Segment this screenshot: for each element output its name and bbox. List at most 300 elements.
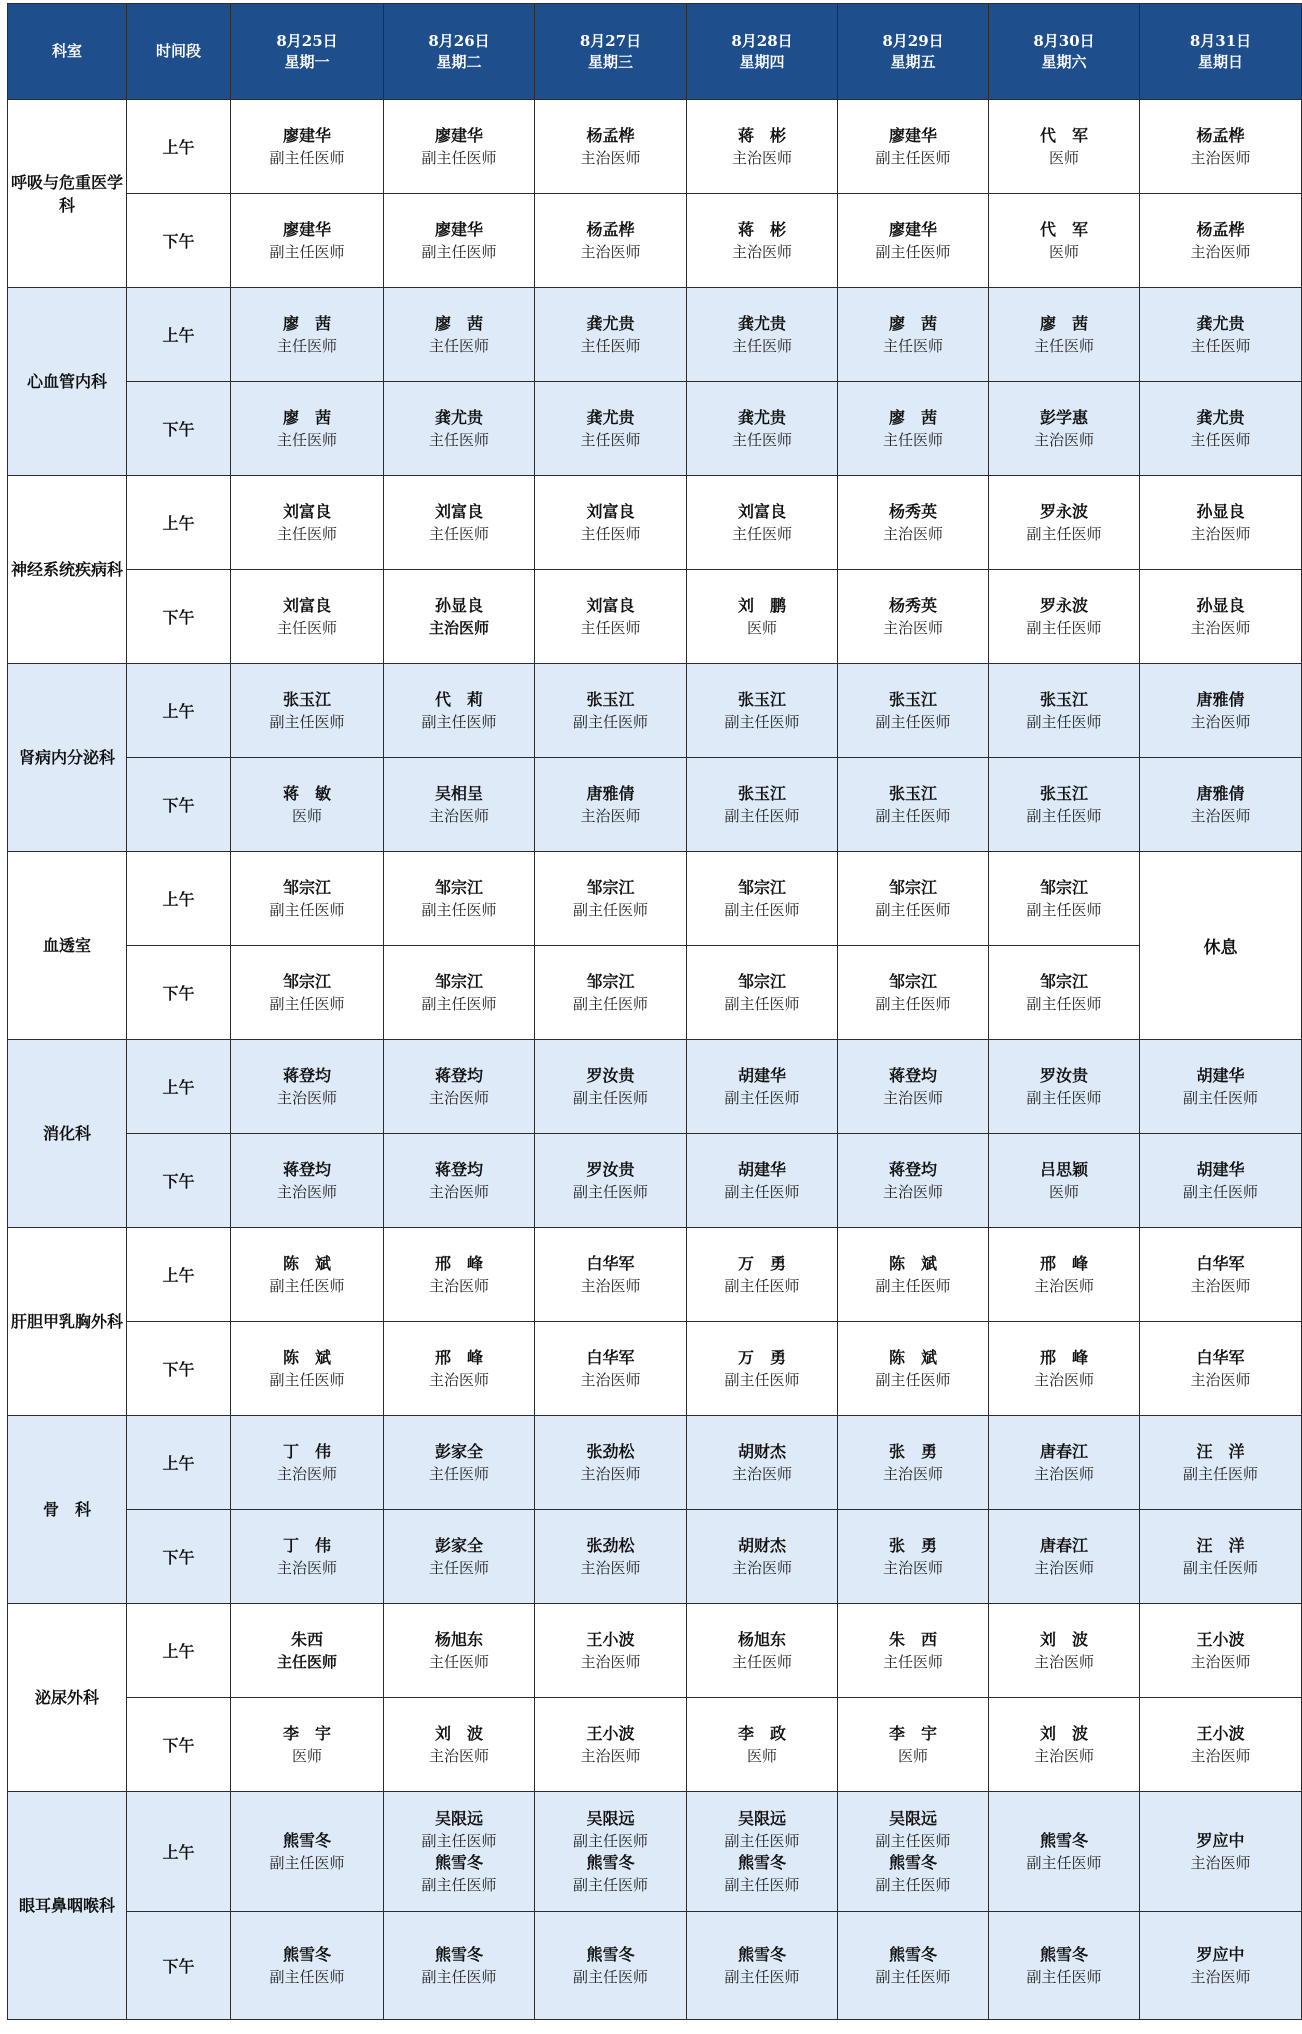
doctor-name: 张 勇 [888,1535,937,1555]
period-cell: 下午 [127,570,231,664]
doctor-entry [231,1944,383,1988]
dept-cell: 心血管内科 [8,288,127,476]
doctor-name: 杨孟桦 [1196,125,1245,145]
doctor-entry [384,1808,534,1852]
doctor-title: 主治医师 [276,1182,337,1201]
duty-cell [231,382,384,476]
duty-cell [384,1134,535,1228]
doctor-title: 副主任医师 [724,1182,800,1201]
doctor-title: 副主任医师 [724,994,800,1013]
duty-cell [231,1698,384,1792]
doctor-name: 刘富良 [282,501,331,521]
duty-cell [687,1510,838,1604]
doctor-name: 熊雪冬 [1039,1944,1088,1964]
header-date: 8月27日 [579,31,642,50]
doctor-name: 王小波 [586,1723,635,1743]
doctor-name: 杨秀英 [888,501,937,521]
doctor-name: 汪 洋 [1196,1535,1245,1555]
doctor-title: 主任医师 [731,1652,792,1671]
doctor-entry [838,689,988,733]
duty-cell [535,946,687,1040]
doctor-name: 张 勇 [888,1441,937,1461]
duty-cell [535,288,687,382]
doctor-title: 主治医师 [580,1276,641,1295]
duty-cell [838,1228,989,1322]
doctor-name: 代 军 [1039,125,1088,145]
doctor-title: 主治医师 [1190,1746,1251,1765]
duty-cell [384,194,535,288]
doctor-entry [989,1253,1139,1297]
duty-cell [1140,476,1302,570]
duty-cell [231,1792,384,1912]
header-period: 时间段 [127,4,231,100]
header-day [535,4,687,100]
duty-cell [535,664,687,758]
period-cell: 下午 [127,382,231,476]
doctor-name: 蒋 彬 [737,125,786,145]
duty-cell [687,946,838,1040]
doctor-title: 副主任医师 [572,1967,648,1986]
doctor-title: 副主任医师 [875,1875,951,1894]
doctor-entry [838,877,988,921]
doctor-entry [687,501,837,545]
doctor-title: 副主任医师 [1182,1558,1258,1577]
duty-cell [1140,1322,1302,1416]
doctor-title: 副主任医师 [875,242,951,261]
header-weekday: 星期四 [739,52,785,71]
doctor-name: 吴限远 [737,1808,786,1828]
duty-cell [1140,664,1302,758]
doctor-name: 罗永波 [1039,501,1088,521]
doctor-title: 副主任医师 [421,712,497,731]
doctor-entry [687,1347,837,1391]
doctor-title: 主治医师 [882,1558,943,1577]
duty-cell [838,1134,989,1228]
doctor-entry [535,1347,686,1391]
doctor-entry [1140,125,1301,169]
doctor-name: 邹宗江 [434,877,483,897]
duty-cell [989,852,1140,946]
doctor-entry [989,783,1139,827]
doctor-name: 龚尤贵 [1196,313,1245,333]
duty-cell [687,382,838,476]
doctor-entry [687,783,837,827]
period-cell: 下午 [127,946,231,1040]
doctor-entry [989,407,1139,451]
dept-cell: 呼吸与危重医学科 [8,100,127,288]
table-row [8,1912,1302,2020]
table-row [8,382,1302,476]
duty-cell [687,194,838,288]
doctor-entry [838,1808,988,1852]
duty-cell [838,1912,989,2020]
doctor-title: 副主任医师 [421,242,497,261]
doctor-title: 主任医师 [1190,336,1251,355]
header-day [384,4,535,100]
duty-cell [687,288,838,382]
doctor-name: 蒋登均 [888,1159,937,1179]
period-cell: 下午 [127,194,231,288]
doctor-title: 副主任医师 [875,1831,951,1850]
doctor-title: 主任医师 [882,336,943,355]
doctor-entry [838,313,988,357]
period-cell: 上午 [127,476,231,570]
duty-cell [989,1510,1140,1604]
duty-cell [1140,1604,1302,1698]
doctor-name: 白华军 [586,1347,635,1367]
duty-cell [384,1510,535,1604]
doctor-name: 邢 峰 [1039,1253,1088,1273]
doctor-title: 副主任医师 [875,1967,951,1986]
doctor-title: 医师 [897,1746,928,1765]
doctor-entry [231,407,383,451]
period-cell: 下午 [127,1322,231,1416]
doctor-title: 副主任医师 [875,806,951,825]
duty-cell [535,1322,687,1416]
doctor-name: 熊雪冬 [586,1852,635,1872]
duty-cell [1140,758,1302,852]
duty-cell [838,852,989,946]
duty-cell [989,1228,1140,1322]
doctor-name: 代 莉 [434,689,483,709]
doctor-title: 主治医师 [1190,1853,1251,1872]
doctor-name: 胡建华 [737,1065,786,1085]
doctor-entry [231,1347,383,1391]
period-cell: 上午 [127,1040,231,1134]
doctor-title: 主治医师 [882,1088,943,1107]
doctor-name: 龚尤贵 [586,313,635,333]
doctor-entry [535,1629,686,1673]
duty-cell [989,664,1140,758]
doctor-entry [535,689,686,733]
doctor-name: 朱西 [290,1629,323,1649]
doctor-title: 副主任医师 [572,712,648,731]
doctor-name: 白华军 [586,1253,635,1273]
dept-cell: 消化科 [8,1040,127,1228]
duty-cell [231,1510,384,1604]
doctor-entry [687,1065,837,1109]
duty-cell [535,852,687,946]
doctor-title: 副主任医师 [269,994,345,1013]
doctor-name: 熊雪冬 [282,1944,331,1964]
duty-cell [687,1912,838,2020]
doctor-title: 副主任医师 [572,1831,648,1850]
doctor-title: 医师 [291,1746,322,1765]
doctor-title: 主治医师 [1190,148,1251,167]
doctor-name: 邹宗江 [888,971,937,991]
doctor-name: 廖 茜 [434,313,483,333]
doctor-title: 副主任医师 [1182,1088,1258,1107]
duty-cell [384,476,535,570]
doctor-entry [1140,689,1301,733]
period-cell: 上午 [127,1416,231,1510]
doctor-entry [687,1944,837,1988]
doctor-name: 唐雅倩 [586,783,635,803]
dept-cell: 肾病内分泌科 [8,664,127,852]
doctor-title: 主治医师 [1033,1276,1094,1295]
table-row [8,1698,1302,1792]
duty-cell [384,758,535,852]
table-row [8,476,1302,570]
doctor-name: 王小波 [1196,1723,1245,1743]
doctor-title: 副主任医师 [875,1276,951,1295]
duty-cell [838,1604,989,1698]
header-weekday: 星期五 [890,52,936,71]
doctor-entry [989,595,1139,639]
doctor-entry [384,595,534,639]
doctor-entry [384,313,534,357]
table-row [8,1228,1302,1322]
doctor-name: 张玉江 [737,689,786,709]
table-row [8,1416,1302,1510]
doctor-name: 熊雪冬 [737,1944,786,1964]
doctor-name: 孙显良 [1196,501,1245,521]
period-cell: 上午 [127,288,231,382]
duty-cell [384,1416,535,1510]
doctor-entry [535,971,686,1015]
table-row [8,1040,1302,1134]
doctor-entry [231,1065,383,1109]
duty-cell [384,570,535,664]
doctor-title: 副主任医师 [875,994,951,1013]
doctor-title: 主治医师 [580,1370,641,1389]
doctor-name: 邹宗江 [1039,877,1088,897]
doctor-title: 副主任医师 [724,1276,800,1295]
doctor-name: 陈 斌 [282,1347,331,1367]
period-cell: 上午 [127,1228,231,1322]
doctor-title: 副主任医师 [1026,900,1102,919]
doctor-entry [838,1723,988,1767]
doctor-entry [1140,219,1301,263]
duty-cell [838,382,989,476]
doctor-name: 汪 洋 [1196,1441,1245,1461]
duty-cell [1140,382,1302,476]
header-date: 8月30日 [1033,31,1095,50]
duty-cell [231,1228,384,1322]
doctor-entry [535,1253,686,1297]
doctor-name: 熊雪冬 [586,1944,635,1964]
doctor-title: 主治医师 [1190,618,1251,637]
doctor-entry [989,1441,1139,1485]
doctor-name: 罗汝贵 [586,1065,635,1085]
doctor-title: 主任医师 [1033,336,1094,355]
duty-cell [535,194,687,288]
doctor-entry [535,501,686,545]
doctor-entry [1140,1347,1301,1391]
duty-cell [1140,1040,1302,1134]
doctor-title: 主治医师 [1190,1652,1251,1671]
doctor-title: 副主任医师 [269,148,345,167]
doctor-name: 李 宇 [888,1723,937,1743]
doctor-entry [535,595,686,639]
table-body [8,100,1302,2020]
duty-cell [1140,1510,1302,1604]
doctor-title: 主治医师 [428,1182,489,1201]
doctor-entry [1140,1944,1301,1988]
doctor-entry [535,783,686,827]
duty-cell [535,1698,687,1792]
doctor-name: 彭家全 [434,1441,483,1461]
doctor-entry [989,219,1139,263]
doctor-name: 杨旭东 [434,1629,483,1649]
doctor-name: 刘富良 [737,501,786,521]
doctor-entry [384,877,534,921]
duty-cell [989,382,1140,476]
doctor-name: 邢 峰 [1039,1347,1088,1367]
duty-cell [838,194,989,288]
doctor-name: 邹宗江 [434,971,483,991]
doctor-entry [838,1944,988,1988]
doctor-title: 主任医师 [428,336,489,355]
doctor-name: 胡建华 [1196,1159,1245,1179]
doctor-name: 刘富良 [282,595,331,615]
header-dept: 科室 [8,4,127,100]
duty-cell [535,1416,687,1510]
doctor-title: 主治医师 [580,148,641,167]
doctor-name: 刘富良 [586,595,635,615]
doctor-name: 孙显良 [1196,595,1245,615]
doctor-title: 副主任医师 [269,712,345,731]
doctor-entry [535,1852,686,1896]
doctor-title: 主治医师 [580,1746,641,1765]
doctor-name: 杨孟桦 [586,125,635,145]
doctor-name: 龚尤贵 [737,407,786,427]
doctor-entry [384,1347,534,1391]
doctor-entry [231,1441,383,1485]
table-row [8,570,1302,664]
duty-cell [989,570,1140,664]
doctor-entry [838,1253,988,1297]
doctor-title: 副主任医师 [1026,806,1102,825]
period-cell: 下午 [127,1134,231,1228]
header-date: 8月31日 [1189,31,1252,50]
doctor-entry [687,1159,837,1203]
doctor-title: 主治医师 [1033,1558,1094,1577]
header-day [1140,4,1302,100]
doctor-entry [687,1808,837,1852]
duty-cell [838,1510,989,1604]
duty-cell [838,1040,989,1134]
duty-cell [989,1698,1140,1792]
doctor-entry [1140,407,1301,451]
duty-cell [687,1322,838,1416]
doctor-name: 龚尤贵 [1196,407,1245,427]
doctor-name: 刘富良 [434,501,483,521]
doctor-entry [687,1441,837,1485]
doctor-entry [1140,1253,1301,1297]
doctor-entry [384,1944,534,1988]
duty-cell [687,758,838,852]
doctor-entry [989,971,1139,1015]
duty-cell [384,946,535,1040]
doctor-entry [1140,313,1301,357]
doctor-entry [838,595,988,639]
doctor-name: 张玉江 [1039,783,1088,803]
duty-cell [687,664,838,758]
doctor-entry [231,689,383,733]
doctor-name: 熊雪冬 [888,1852,937,1872]
doctor-entry [535,877,686,921]
table-row [8,194,1302,288]
doctor-name: 张玉江 [586,689,635,709]
doctor-title: 主治医师 [882,1182,943,1201]
doctor-title: 医师 [746,618,777,637]
dept-cell: 眼耳鼻咽喉科 [8,1792,127,2020]
doctor-name: 万 勇 [737,1347,786,1367]
doctor-name: 蒋登均 [282,1065,331,1085]
duty-cell [687,100,838,194]
doctor-title: 副主任医师 [1182,1464,1258,1483]
doctor-title: 主治医师 [1033,1746,1094,1765]
doctor-title: 副主任医师 [421,900,497,919]
duty-cell [384,1322,535,1416]
doctor-entry [989,313,1139,357]
table-row [8,100,1302,194]
table-row [8,758,1302,852]
doctor-name: 熊雪冬 [434,1852,483,1872]
doctor-entry [231,313,383,357]
table-row [8,852,1302,946]
duty-cell [687,1416,838,1510]
doctor-title: 主治医师 [882,618,943,637]
period-cell: 下午 [127,758,231,852]
doctor-name: 吴限远 [888,1808,937,1828]
duty-cell [384,1792,535,1912]
doctor-entry [384,1535,534,1579]
doctor-name: 蒋登均 [282,1159,331,1179]
doctor-title: 医师 [1048,1182,1079,1201]
duty-cell [838,1416,989,1510]
doctor-title: 主治医师 [580,1652,641,1671]
doctor-entry [838,1347,988,1391]
doctor-name: 杨孟桦 [586,219,635,239]
doctor-entry [231,1830,383,1874]
duty-cell [1140,570,1302,664]
doctor-title: 主治医师 [1033,1370,1094,1389]
duty-cell [231,476,384,570]
doctor-entry [384,1852,534,1896]
doctor-entry [687,1253,837,1297]
doctor-title: 副主任医师 [1026,1088,1102,1107]
doctor-title: 主治医师 [1190,1967,1251,1986]
doctor-entry [1140,1629,1301,1673]
doctor-entry [687,407,837,451]
duty-cell [989,1322,1140,1416]
doctor-entry [231,219,383,263]
doctor-name: 胡财杰 [737,1535,786,1555]
duty-cell [687,1040,838,1134]
doctor-name: 吴限远 [586,1808,635,1828]
doctor-title: 主治医师 [580,1464,641,1483]
dept-cell: 血透室 [8,852,127,1040]
doctor-entry [231,877,383,921]
header-date: 8月29日 [882,31,944,50]
duty-cell [231,1912,384,2020]
doctor-name: 白华军 [1196,1347,1245,1367]
duty-cell [838,288,989,382]
doctor-entry [838,971,988,1015]
period-cell: 上午 [127,852,231,946]
duty-cell [384,1040,535,1134]
doctor-name: 廖建华 [282,219,331,239]
duty-cell [384,1912,535,2020]
doctor-entry [1140,1830,1301,1874]
header-row [8,4,1302,100]
duty-cell [838,1698,989,1792]
doctor-title: 主治医师 [428,1746,489,1765]
duty-cell [231,664,384,758]
doctor-entry [687,219,837,263]
